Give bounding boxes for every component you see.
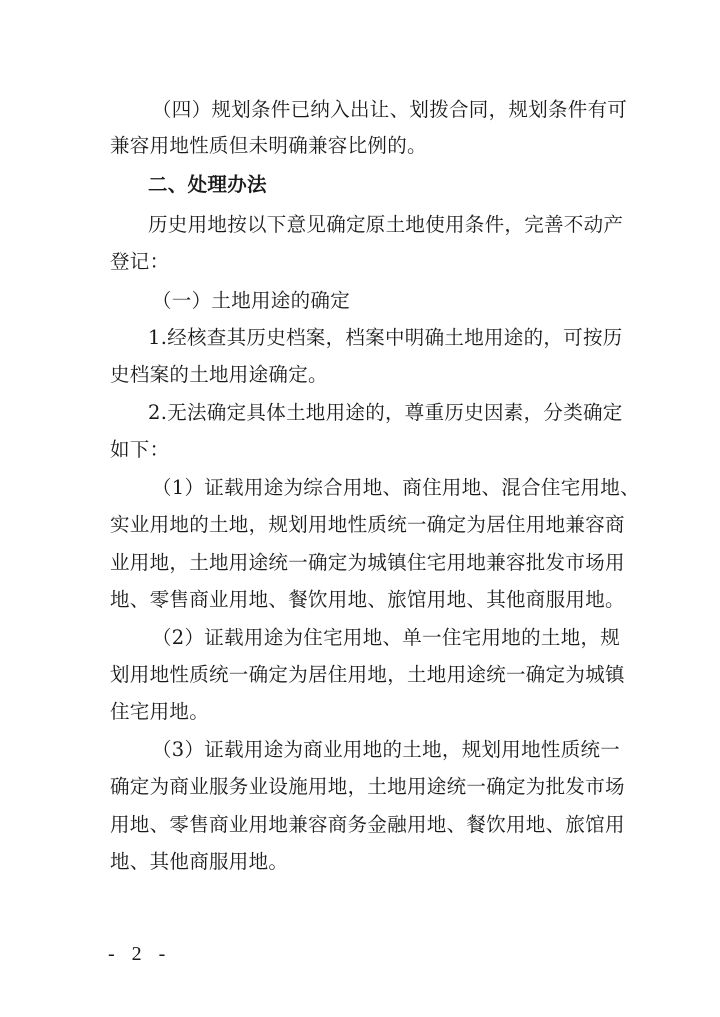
paragraph-line: 地、零售商业用地、餐饮用地、旅馆用地、其他商服用地。 <box>110 588 625 611</box>
paragraph-line: 住宅用地。 <box>110 700 210 723</box>
subsection-heading: （一）土地用途的确定 <box>152 289 351 312</box>
page-number: - 2 - <box>108 943 172 965</box>
paragraph-line: 用地、零售商业用地兼容商务金融用地、餐饮用地、旅馆用 <box>110 813 625 836</box>
paragraph-line: 地、其他商服用地。 <box>110 850 289 873</box>
paragraph-line: 实业用地的土地，规划用地性质统一确定为居住用地兼容商 <box>110 513 625 536</box>
paragraph-line: 历史用地按以下意见确定原土地使用条件，完善不动产 <box>148 213 624 236</box>
section-heading: 二、处理办法 <box>148 173 267 196</box>
paragraph-line: 划用地性质统一确定为居住用地，土地用途统一确定为城镇 <box>110 663 625 686</box>
paragraph-line: （四）规划条件已纳入出让、划拨合同，规划条件有可 <box>152 98 628 121</box>
paragraph-line: 业用地，土地用途统一确定为城镇住宅用地兼容批发市场用 <box>110 551 625 574</box>
paragraph-line: 2.无法确定具体土地用途的，尊重历史因素，分类确定 <box>148 401 623 424</box>
paragraph-line: 如下： <box>110 438 170 461</box>
paragraph-line: （1）证载用途为综合用地、商住用地、混合住宅用地、 <box>152 476 640 499</box>
paragraph-line: （3）证载用途为商业用地的土地，规划用地性质统一 <box>152 738 621 761</box>
paragraph-line: （2）证载用途为住宅用地、单一住宅用地的土地，规 <box>152 626 621 649</box>
paragraph-line: 史档案的土地用途确定。 <box>110 363 328 386</box>
paragraph-line: 兼容用地性质但未明确兼容比例的。 <box>110 134 427 157</box>
paragraph-line: 登记： <box>110 250 170 273</box>
paragraph-line: 1.经核查其历史档案，档案中明确土地用途的，可按历 <box>148 326 623 349</box>
paragraph-line: 确定为商业服务业设施用地，土地用途统一确定为批发市场 <box>110 775 625 798</box>
